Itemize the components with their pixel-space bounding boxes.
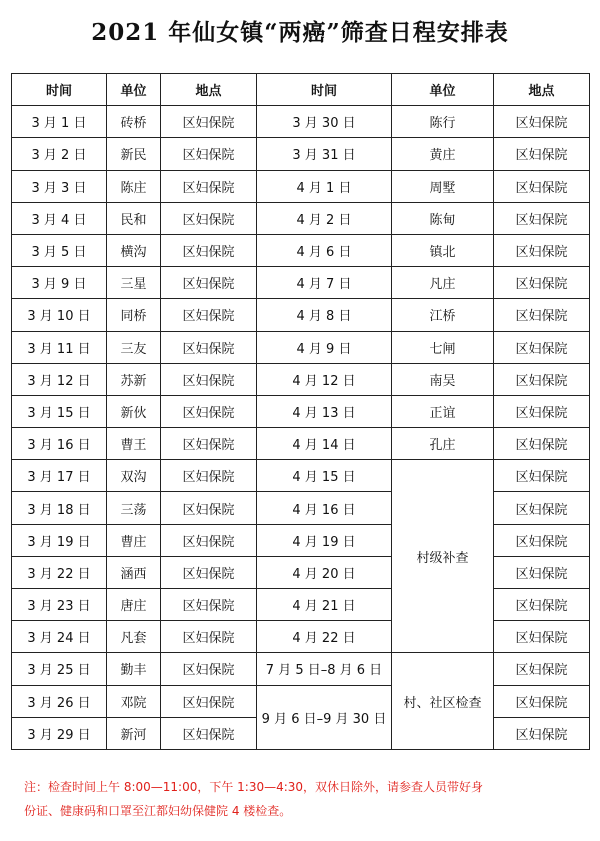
place-cell: 区妇保院 (161, 492, 257, 524)
date-cell: 3 月 18 日 (12, 492, 107, 524)
date-cell: 3 月 9 日 (12, 267, 107, 299)
date-cell: 3 月 10 日 (12, 299, 107, 331)
unit-cell: 凡套 (107, 621, 161, 653)
unit-cell: 涵西 (107, 556, 161, 588)
place-cell: 区妇保院 (161, 234, 257, 266)
table-row (12, 106, 590, 138)
unit-cell: 镇北 (392, 234, 494, 266)
table-row (12, 299, 590, 331)
place-cell: 区妇保院 (161, 170, 257, 202)
place-cell: 区妇保院 (494, 460, 590, 492)
date-cell: 4 月 19 日 (257, 524, 392, 556)
place-cell: 区妇保院 (494, 492, 590, 524)
header-date-right: 时间 (257, 74, 392, 106)
date-cell: 3 月 25 日 (12, 653, 107, 685)
place-cell: 区妇保院 (161, 267, 257, 299)
unit-cell: 陈甸 (392, 202, 494, 234)
place-cell: 区妇保院 (161, 138, 257, 170)
place-cell: 区妇保院 (161, 331, 257, 363)
unit-cell: 三星 (107, 267, 161, 299)
date-cell: 3 月 11 日 (12, 331, 107, 363)
place-cell: 区妇保院 (161, 363, 257, 395)
unit-cell: 新民 (107, 138, 161, 170)
unit-cell: 周墅 (392, 170, 494, 202)
unit-cell: 曹庄 (107, 524, 161, 556)
date-cell: 3 月 12 日 (12, 363, 107, 395)
place-cell: 区妇保院 (494, 653, 590, 685)
date-cell: 4 月 22 日 (257, 621, 392, 653)
place-cell: 区妇保院 (161, 685, 257, 717)
table-row (12, 589, 590, 621)
date-cell: 4 月 1 日 (257, 170, 392, 202)
date-cell: 4 月 15 日 (257, 460, 392, 492)
place-cell: 区妇保院 (494, 685, 590, 717)
place-cell: 区妇保院 (494, 621, 590, 653)
date-cell: 3 月 24 日 (12, 621, 107, 653)
table-row (12, 621, 590, 653)
unit-cell: 南吴 (392, 363, 494, 395)
date-cell: 3 月 22 日 (12, 556, 107, 588)
place-cell: 区妇保院 (494, 267, 590, 299)
date-cell: 3 月 2 日 (12, 138, 107, 170)
table-row (12, 138, 590, 170)
unit-cell: 苏新 (107, 363, 161, 395)
unit-cell: 七闸 (392, 331, 494, 363)
date-cell: 4 月 8 日 (257, 299, 392, 331)
header-place-right: 地点 (494, 74, 590, 106)
date-cell: 3 月 3 日 (12, 170, 107, 202)
place-cell: 区妇保院 (494, 524, 590, 556)
unit-cell: 陈庄 (107, 170, 161, 202)
date-cell: 4 月 6 日 (257, 234, 392, 266)
header-unit-left: 单位 (107, 74, 161, 106)
date-cell: 4 月 14 日 (257, 428, 392, 460)
merged-unit-cell: 村级补查 (392, 460, 494, 653)
place-cell: 区妇保院 (494, 170, 590, 202)
unit-cell: 江桥 (392, 299, 494, 331)
place-cell: 区妇保院 (494, 589, 590, 621)
place-cell: 区妇保院 (161, 717, 257, 749)
place-cell: 区妇保院 (494, 299, 590, 331)
unit-cell: 陈行 (392, 106, 494, 138)
date-cell: 3 月 1 日 (12, 106, 107, 138)
date-cell: 3 月 29 日 (12, 717, 107, 749)
place-cell: 区妇保院 (494, 331, 590, 363)
table-row (12, 170, 590, 202)
place-cell: 区妇保院 (494, 363, 590, 395)
table-row (12, 234, 590, 266)
footnote-line-2: 份证、健康码和口罩至江都妇幼保健院 4 楼检查。 (24, 804, 292, 818)
unit-cell: 曹王 (107, 428, 161, 460)
table-row (12, 653, 590, 685)
date-cell: 3 月 16 日 (12, 428, 107, 460)
unit-cell: 新河 (107, 717, 161, 749)
unit-cell: 民和 (107, 202, 161, 234)
unit-cell: 孔庄 (392, 428, 494, 460)
date-cell: 3 月 31 日 (257, 138, 392, 170)
table-row (12, 363, 590, 395)
table-row (12, 460, 590, 492)
unit-cell: 双沟 (107, 460, 161, 492)
date-cell: 3 月 17 日 (12, 460, 107, 492)
unit-cell: 三荡 (107, 492, 161, 524)
date-cell: 4 月 12 日 (257, 363, 392, 395)
date-cell: 4 月 16 日 (257, 492, 392, 524)
table-row (12, 556, 590, 588)
unit-cell: 唐庄 (107, 589, 161, 621)
place-cell: 区妇保院 (494, 234, 590, 266)
unit-cell: 黄庄 (392, 138, 494, 170)
table-row (12, 267, 590, 299)
place-cell: 区妇保院 (161, 524, 257, 556)
unit-cell: 邓院 (107, 685, 161, 717)
table-row (12, 202, 590, 234)
header-row (12, 74, 590, 106)
unit-cell: 三友 (107, 331, 161, 363)
schedule-table (11, 73, 590, 750)
place-cell: 区妇保院 (494, 395, 590, 427)
table-row (12, 492, 590, 524)
date-cell: 3 月 15 日 (12, 395, 107, 427)
date-cell: 3 月 30 日 (257, 106, 392, 138)
place-cell: 区妇保院 (161, 653, 257, 685)
date-cell: 9 月 6 日–9 月 30 日 (257, 685, 392, 749)
unit-cell: 新伙 (107, 395, 161, 427)
place-cell: 区妇保院 (494, 717, 590, 749)
place-cell: 区妇保院 (161, 428, 257, 460)
unit-cell: 勤丰 (107, 653, 161, 685)
header-unit-right: 单位 (392, 74, 494, 106)
table-row (12, 428, 590, 460)
date-cell: 4 月 13 日 (257, 395, 392, 427)
place-cell: 区妇保院 (161, 299, 257, 331)
date-cell: 4 月 20 日 (257, 556, 392, 588)
place-cell: 区妇保院 (494, 106, 590, 138)
header-date-left: 时间 (12, 74, 107, 106)
place-cell: 区妇保院 (161, 106, 257, 138)
place-cell: 区妇保院 (161, 621, 257, 653)
table-row (12, 524, 590, 556)
table-row (12, 395, 590, 427)
date-cell: 4 月 7 日 (257, 267, 392, 299)
place-cell: 区妇保院 (161, 556, 257, 588)
unit-cell: 砖桥 (107, 106, 161, 138)
date-cell: 3 月 23 日 (12, 589, 107, 621)
table-row (12, 685, 590, 717)
place-cell: 区妇保院 (494, 556, 590, 588)
place-cell: 区妇保院 (161, 202, 257, 234)
place-cell: 区妇保院 (494, 202, 590, 234)
date-cell: 7 月 5 日–8 月 6 日 (257, 653, 392, 685)
date-cell: 3 月 26 日 (12, 685, 107, 717)
unit-cell: 凡庄 (392, 267, 494, 299)
place-cell: 区妇保院 (494, 428, 590, 460)
schedule-body (12, 106, 590, 750)
unit-cell: 正谊 (392, 395, 494, 427)
date-cell: 3 月 4 日 (12, 202, 107, 234)
footnote-line-1: 注：检查时间上午 8:00—11:00，下午 1:30—4:30，双休日除外，请参查人员带好身 (24, 780, 484, 794)
place-cell: 区妇保院 (161, 460, 257, 492)
header-place-left: 地点 (161, 74, 257, 106)
unit-cell: 横沟 (107, 234, 161, 266)
date-cell: 4 月 9 日 (257, 331, 392, 363)
merged-unit-cell: 村、社区检查 (392, 653, 494, 750)
place-cell: 区妇保院 (161, 395, 257, 427)
table-row (12, 331, 590, 363)
footnote (24, 775, 584, 823)
page-title: 2021 年仙女镇“两癌”筛查日程安排表 (91, 19, 509, 46)
date-cell: 4 月 21 日 (257, 589, 392, 621)
place-cell: 区妇保院 (161, 589, 257, 621)
unit-cell: 同桥 (107, 299, 161, 331)
place-cell: 区妇保院 (494, 138, 590, 170)
date-cell: 3 月 19 日 (12, 524, 107, 556)
date-cell: 4 月 2 日 (257, 202, 392, 234)
date-cell: 3 月 5 日 (12, 234, 107, 266)
